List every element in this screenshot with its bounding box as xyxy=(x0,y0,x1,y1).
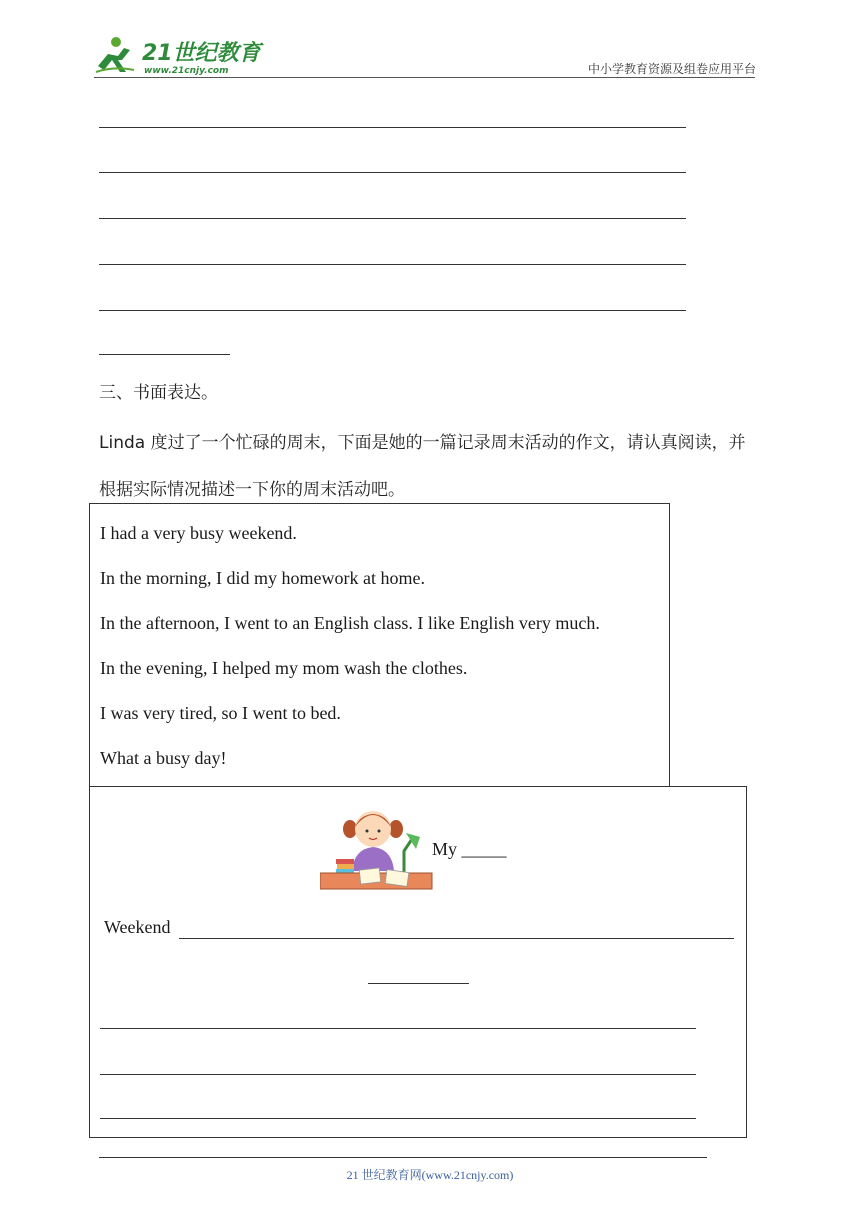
writing-line[interactable] xyxy=(100,1028,696,1029)
sample-line: What a busy day! xyxy=(100,748,227,768)
writing-line[interactable] xyxy=(100,1118,696,1119)
footer-text: 21 世纪教育网(www.21cnjy.com) xyxy=(346,1168,514,1182)
sample-line: In the evening, I helped my mom wash the clothes. xyxy=(100,658,468,678)
site-logo xyxy=(94,36,264,78)
header-divider xyxy=(94,77,755,78)
answer-line xyxy=(99,218,686,219)
section-heading: 三、书面表达。 xyxy=(99,383,218,403)
runner-icon xyxy=(96,37,134,72)
sample-line: I had a very busy weekend. xyxy=(100,523,297,543)
sample-composition-box xyxy=(89,503,670,786)
composition-title-prompt: My _____ xyxy=(432,839,507,859)
footer-divider xyxy=(99,1157,707,1158)
header-slogan: 中小学教育资源及组卷应用平台 xyxy=(587,62,756,76)
answer-line xyxy=(99,354,230,355)
sample-line: In the afternoon, I went to an English class. I like English very much. xyxy=(100,613,600,633)
svg-text:21世纪教育: 21世纪教育 xyxy=(142,41,261,66)
sample-line: I was very tired, so I went to bed. xyxy=(100,703,341,723)
answer-line xyxy=(99,264,686,265)
sample-line: In the morning, I did my homework at home. xyxy=(100,568,425,588)
answer-line xyxy=(99,310,686,311)
girl-studying-illustration xyxy=(320,799,436,893)
answer-line xyxy=(99,172,686,173)
weekend-label: Weekend xyxy=(104,917,171,937)
writing-line[interactable] xyxy=(368,983,469,984)
answer-line xyxy=(99,127,686,128)
writing-box xyxy=(89,786,747,1138)
svg-text:www.21cnjy.com: www.21cnjy.com xyxy=(144,66,229,76)
writing-line[interactable] xyxy=(100,1074,696,1075)
title-blank-line[interactable] xyxy=(179,938,734,939)
instruction-text: Linda 度过了一个忙碌的周末，下面是她的一篇记录周末活动的作文，请认真阅读，并根据实际情况描述一下你的周末活动吧。 xyxy=(99,433,746,500)
